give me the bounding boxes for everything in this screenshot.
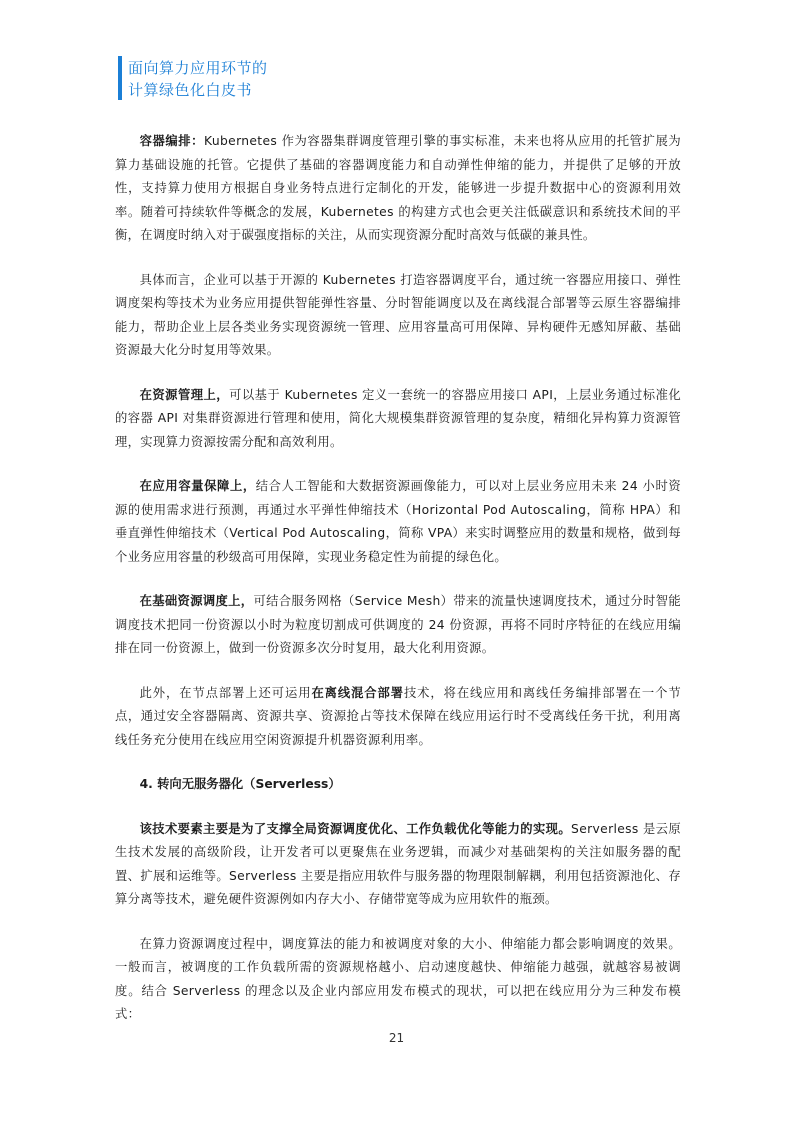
paragraph-resource-management [115,384,681,455]
page-body [115,130,681,1048]
paragraph-text: Serverless 是云原生技术发展的高级阶段，让开发者可以更聚焦在业务逻辑，而减少对基础架构的关注如服务器的配置、扩展和运维等。Serverless 主要是指应用软件与服务器的物理限制解耦，利用包括资源池化、存算分离等技术，避免硬件资源例如内存大小、存储带宽等成为应用软件的瓶颈。 [115,821,681,906]
paragraph-lead: 在基础资源调度上， [139,594,254,608]
paragraph-serverless-intro [115,818,681,912]
paragraph-resource-scheduling [115,590,681,661]
paragraph-specifics [115,269,681,363]
header-title-line1: 面向算力应用环节的 [128,59,268,77]
paragraph-lead: 在资源管理上， [139,387,230,402]
paragraph-text: 结合人工智能和大数据资源画像能力，可以对上层业务应用未来 24 小时资源的使用需求进行预测，再通过水平弹性伸缩技术（Horizontal Pod Autoscaling，简称 HPA）和垂直弹性伸缩技术（Vertical Pod Autoscaling，简称 VPA）来实时调整应用的数量和规格，做到每个业务应用容量的秒级高可用保障，实现业务稳定性为前提的绿色化。 [115,479,682,564]
paragraph-lead: 在应用容量保障上， [139,479,256,493]
paragraph-capacity-assurance [115,475,681,569]
header-accent-bar [118,56,122,100]
paragraph-lead: 容器编排： [139,134,205,148]
document-header [128,57,268,101]
paragraph-text-before: 此外，在节点部署上还可运用 [139,685,312,700]
paragraph-text: 可以基于 Kubernetes 定义一套统一的容器应用接口 API，上层业务通过标准化的容器 API 对集群资源进行管理和使用，简化大规模集群资源管理的复杂度，精细化异构算力资源管理，实现算力资源按需分配和高效利用。 [115,387,681,449]
paragraph-text: 在算力资源调度过程中，调度算法的能力和被调度对象的大小、伸缩能力都会影响调度的效果。一般而言，被调度的工作负载所需的资源规格越小、启动速度越快、伸缩能力越强，就越容易被调度。结合 Serverless 的理念以及企业内部应用发布模式的现状，可以把在线应用分为三种发布模式： [115,936,681,1021]
section-heading: 4. 转向无服务器化（Serverless） [139,777,341,791]
paragraph-lead: 该技术要素主要是为了支撑全局资源调度优化、工作负载优化等能力的实现。 [139,821,572,836]
paragraph-scheduling-process [115,933,681,1027]
page-number: 21 [388,1031,405,1045]
paragraph-text: Kubernetes 作为容器集群调度管理引擎的事实标准，未来也将从应用的托管扩展为算力基础设施的托管。它提供了基础的容器调度能力和自动弹性伸缩的能力，并提供了足够的开放性，支持算力使用方根据自身业务特点进行定制化的开发，能够进一步提升数据中心的资源利用效率。随着可持续软件等概念的发展，Kubernetes 的构建方式也会更关注低碳意识和系统技术间的平衡，在调度时纳入对于碳强度指标的关注，从而实现资源分配时高效与低碳的兼具性。 [115,134,681,242]
paragraph-text: 可结合服务网格（Service Mesh）带来的流量快速调度技术，通过分时智能调度技术把同一份资源以小时为粒度切割成可供调度的 24 份资源，再将不同时序特征的在线应用编排在同一份资源上，做到一份资源多次分时复用，最大化利用资源。 [115,594,681,655]
paragraph-emphasis: 在离线混合部署 [311,685,404,700]
paragraph-text: 技术，将在线应用和离线任务编排部署在一个节点，通过安全容器隔离、资源共享、资源抢占等技术保障在线应用运行时不受离线任务干扰，利用离线任务充分使用在线应用空闲资源提升机器资源利用率。 [115,685,681,747]
header-title-line2: 计算绿色化白皮书 [128,81,253,99]
paragraph-hybrid-deployment [115,682,681,753]
paragraph-container-orchestration [115,130,681,248]
paragraph-text: 具体而言，企业可以基于开源的 Kubernetes 打造容器调度平台，通过统一容器应用接口、弹性调度架构等技术为业务应用提供智能弹性容量、分时智能调度以及在离线混合部署等云原生容器编排能力，帮助企业上层各类业务实现资源统一管理、应用容量高可用保障、异构硬件无感知屏蔽、基础资源最大化分时复用等效果。 [115,272,681,357]
